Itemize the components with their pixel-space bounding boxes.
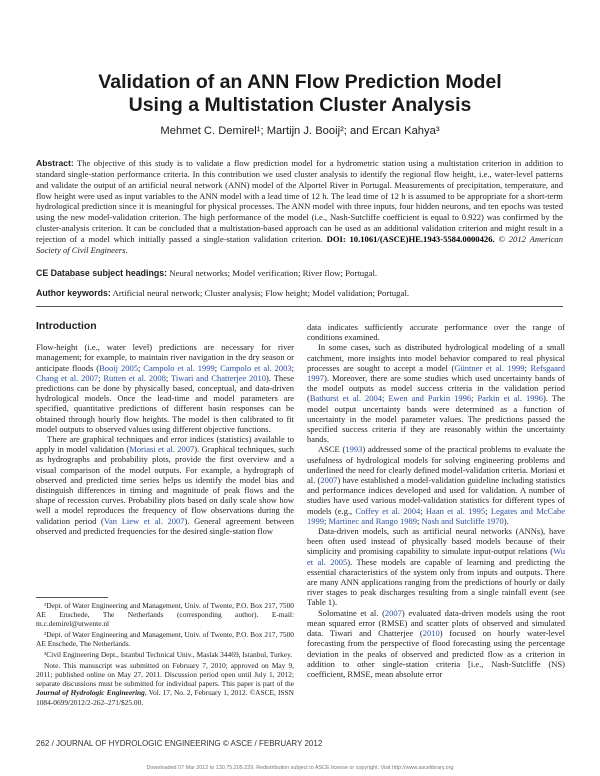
citation-link[interactable]: Campolo et al. 1999	[143, 362, 215, 373]
citation-link[interactable]: 2010	[422, 628, 440, 639]
introduction-heading: Introduction	[36, 321, 97, 332]
paragraph-text: ;	[524, 362, 531, 373]
footnote-1: ¹Dept. of Water Engineering and Management, Univ. of Twente, P.O. Box 217, 7500 AE Enschede, The Netherlands (corresponding author). E-mail: m.c.demirel@utwente.nl	[36, 601, 294, 629]
right-paragraph-5	[307, 608, 565, 679]
citation-link[interactable]: Nash and Sutcliffe 1970	[421, 515, 504, 526]
citation-link[interactable]: Güntner et al. 1999	[454, 362, 525, 373]
citation-link[interactable]: Van Liew et al. 2007	[103, 515, 185, 526]
citation-link[interactable]: Martinec and Rango 1989	[328, 515, 418, 526]
paragraph-text: In some cases, such as distributed hydrological modeling of a small catchment, more insights into model behavior compared to real physical processes are sought to accept a model (	[307, 342, 565, 373]
citation-link[interactable]: Ewen and Parkin 1996	[388, 393, 472, 404]
citation-link[interactable]: Parkin et al. 1996	[477, 393, 543, 404]
intro-paragraph-1	[36, 342, 294, 434]
paragraph-text: ;	[137, 362, 144, 373]
citation-link[interactable]: Chang et al. 2007	[36, 372, 99, 383]
right-paragraph-1: data indicates sufficiently accurate performance over the range of conditions examined.	[307, 322, 565, 343]
citation-link[interactable]: Rutten et al. 2008	[103, 372, 166, 383]
paragraph-text: ;	[165, 372, 171, 383]
citation-link[interactable]: 1993	[345, 444, 363, 455]
paragraph-text: There are graphical techniques and error indices (statistics) available to apply in model validation (	[36, 434, 294, 455]
paragraph-text: ;	[98, 372, 104, 383]
ce-label: CE Database subject headings:	[36, 268, 168, 278]
author-list: Mehmet C. Demirel¹; Martijn J. Booij²; and Ercan Kahya³	[160, 125, 440, 137]
paragraph-text: ) have established a model-validation guideline including statistics and performance indices developed and used for validation. A number of studies have used various model-validation statistics for different types of models (e.g.,	[307, 475, 565, 516]
paragraph-text: ;	[471, 393, 478, 404]
right-paragraph-4	[307, 526, 565, 608]
title-line-2: Using a Multistation Cluster Analysis	[128, 94, 472, 116]
keywords-label: Author keywords:	[36, 288, 111, 298]
note4-post: , Vol. 17, No. 2, February 1, 2012. ©ASCE, ISSN 1084-0699/2012/2-262–271/$25.00.	[36, 688, 294, 707]
paragraph-text: ;	[291, 362, 294, 373]
paragraph-text: Flow-height (i.e., water level) predictions are necessary for river management; for example, to maintain river navigation in the dry season or anticipate floods (	[36, 342, 294, 373]
author-keywords	[36, 288, 563, 298]
page-footer: 262 / JOURNAL OF HYDROLOGIC ENGINEERING © ASCE / FEBRUARY 2012	[36, 739, 323, 748]
citation-link[interactable]: Coffey et al. 2004	[355, 505, 421, 516]
paragraph-text: ;	[420, 505, 426, 516]
paragraph-text: ) evaluated data-driven models using the root mean squared error (RMSE) and scatter plots of observed and simulated data. Tiwari and Chatterjee (	[307, 607, 565, 639]
right-column	[307, 322, 565, 679]
paper-title	[0, 71, 600, 117]
doi-link[interactable]: DOI: 10.1061/(ASCE)HE.1943-5584.0000426.	[326, 233, 495, 244]
citation-link[interactable]: Wu et al. 2005	[307, 546, 565, 567]
right-paragraph-2	[307, 342, 565, 444]
copyright-text: © 2012 American Society of Civil Engineers.	[36, 233, 563, 255]
title-line-1: Validation of an ANN Flow Prediction Model	[98, 71, 502, 93]
citation-link[interactable]: Moriasi et al. 2007	[129, 444, 195, 455]
citation-link[interactable]: Booij 2005	[99, 362, 138, 373]
paragraph-text: ;	[214, 362, 221, 373]
citation-link[interactable]: Bathurst et al. 2004	[309, 393, 382, 404]
paragraph-text: ;	[417, 515, 422, 526]
paragraph-text: ). These predictions can be done by physically based, conceptual, and data-driven hydrological models. Once the lead-time and model parameters are specified, quantitative predictions of different basin responses can be obtained through hourly flow heights. The model is then calibrated to fit model outputs to observed values using different objective functions.	[36, 372, 294, 434]
left-column	[36, 322, 294, 536]
citation-link[interactable]: 2007	[384, 607, 402, 618]
citation-link[interactable]: Tiwari and Chatterjee 2010	[170, 372, 267, 383]
paragraph-text: ). General agreement between observed and predicted frequencies for the desired single-station flow	[36, 515, 294, 536]
intro-paragraph-2	[36, 434, 294, 536]
footnote-2: ²Dept. of Water Engineering and Management, Univ. of Twente, P.O. Box 217, 7500 AE Enschede, The Netherlands.	[36, 630, 294, 649]
paragraph-text: ). Moreover, there are some studies which used uncertainty bands of the model outputs as model success criteria in the validation period (	[307, 373, 565, 404]
paragraph-text: Solomatine et al. (	[318, 607, 385, 618]
keywords-text: Artificial neural network; Cluster analysis; Flow height; Model validation; Portugal.	[112, 288, 410, 298]
journal-name: Journal of Hydrologic Engineering	[36, 688, 145, 698]
paragraph-text: ) addressed some of the practical problems to evaluate the usefulness of hydrological models for solving engineering problems and underlined the need for clearly defined model-validation criteria. Moriasi et al. (	[307, 444, 566, 486]
citation-link[interactable]: Campolo et al. 2003	[220, 362, 292, 373]
download-notice: Downloaded 07 Mar 2012 to 130.75.205.229. Redistribution subject to ASCE license or copyright. Visit http://www.ascelibrary.org	[146, 765, 454, 771]
citation-link[interactable]: Refsgaard 1997	[307, 362, 566, 384]
right-paragraph-3	[307, 444, 565, 526]
paragraph-text: ASCE (	[318, 444, 346, 455]
citation-link[interactable]: 2007	[320, 475, 338, 486]
note4-pre: Note. This manuscript was submitted on February 7, 2010; approved on May 9, 2011; published online on May 27, 2011. Discussion period open until July 1, 2012; separate discussions must be submitted for individual papers. This paper is part of the	[36, 660, 294, 689]
paragraph-text: ;	[324, 515, 329, 526]
footnote-divider	[36, 597, 108, 598]
paragraph-text: ;	[485, 505, 491, 516]
paragraph-text: ). The model output uncertainty bands were determined as a function of uncertainty in the model parameter values. The predictions passed the specified success criteria if they are reasonably within the uncertainty bands.	[307, 393, 565, 445]
paragraph-text: ).	[503, 515, 509, 526]
abstract	[36, 158, 563, 256]
footnote-4	[36, 661, 294, 707]
paragraph-text: ). These models are capable of learning and predicting the essential characteristics of the system only from inputs and outputs. There are many ANN applications ranging from the predictions of hourly or daily river stages to peak discharges resulting from a single rainfall event (see Table 1).	[307, 556, 565, 608]
paragraph-text: ;	[381, 393, 389, 404]
footnotes	[36, 601, 294, 708]
footnote-3: ³Civil Engineering Dept., Istanbul Technical Univ., Maslak 34469, Istanbul, Turkey.	[44, 650, 293, 660]
paragraph-text: ) focused on hourly water-level forecasting from the perspective of flood forecasting using the percentage deviation in the peaks of observed and predicted flow as a criterion in addition to other single-station criteria [i.e., Nash-Sutcliffe (NS) coefficient, RMSE, mean absolute error	[307, 628, 565, 679]
paragraph-text: Data-driven models, such as artificial neural networks (ANNs), have been often used instead of physically based models because of their simplicity and promising capability to simulate input-output relations (	[307, 526, 565, 557]
abstract-label: Abstract:	[36, 158, 74, 168]
section-divider	[36, 306, 563, 307]
ce-subject-headings	[36, 268, 563, 278]
abstract-text: The objective of this study is to validate a flow prediction model for a hydrometric station using a multistation criterion in addition to standard single-station performance criteria. In this contribution we used cluster analysis to identify the regional flow height, i.e., water-level patterns and validate the output of an artificial neural network (ANN) model of the Alportel River in Portugal. Measurements of precipitation, temperature, and flow height were used as input variables to the ANN model with a lead time of 12 h. The lead time of 12 h is assumed to be appropriate for a short-term hydrological prediction since it is meaningful for physical processes. The ANN model with three inputs, four hidden neurons, and ten epochs was tested using the new model-validation criterion. The high performance of the model (i.e., Nash-Sutcliffe coefficient is equal to 0.922) was confirmed by the cluster-analysis criterion. It can be concluded that a multistation-based approach can be used as an additional validation criterion and might result in a rejection of a model which initially passed a single-station validation criterion.	[36, 158, 563, 244]
ce-text: Neural networks; Model verification; River flow; Portugal.	[169, 268, 378, 278]
citation-link[interactable]: Legates and McCabe 1999	[307, 505, 566, 526]
citation-link[interactable]: Haan et al. 1995	[425, 505, 486, 516]
paragraph-text: ). Graphical techniques, such as hydrographs and probability plots, provide the first overview and a visual comparison of the model outputs. For example, a hydrograph of observed and predicted time series helps us identify the model bias and distinguish differences in timing and magnitude of peak flows and the shape of recession curves. Probability plots based on daily scale show how well a model reproduces the frequency of flow observations during the validation period (	[36, 444, 294, 526]
